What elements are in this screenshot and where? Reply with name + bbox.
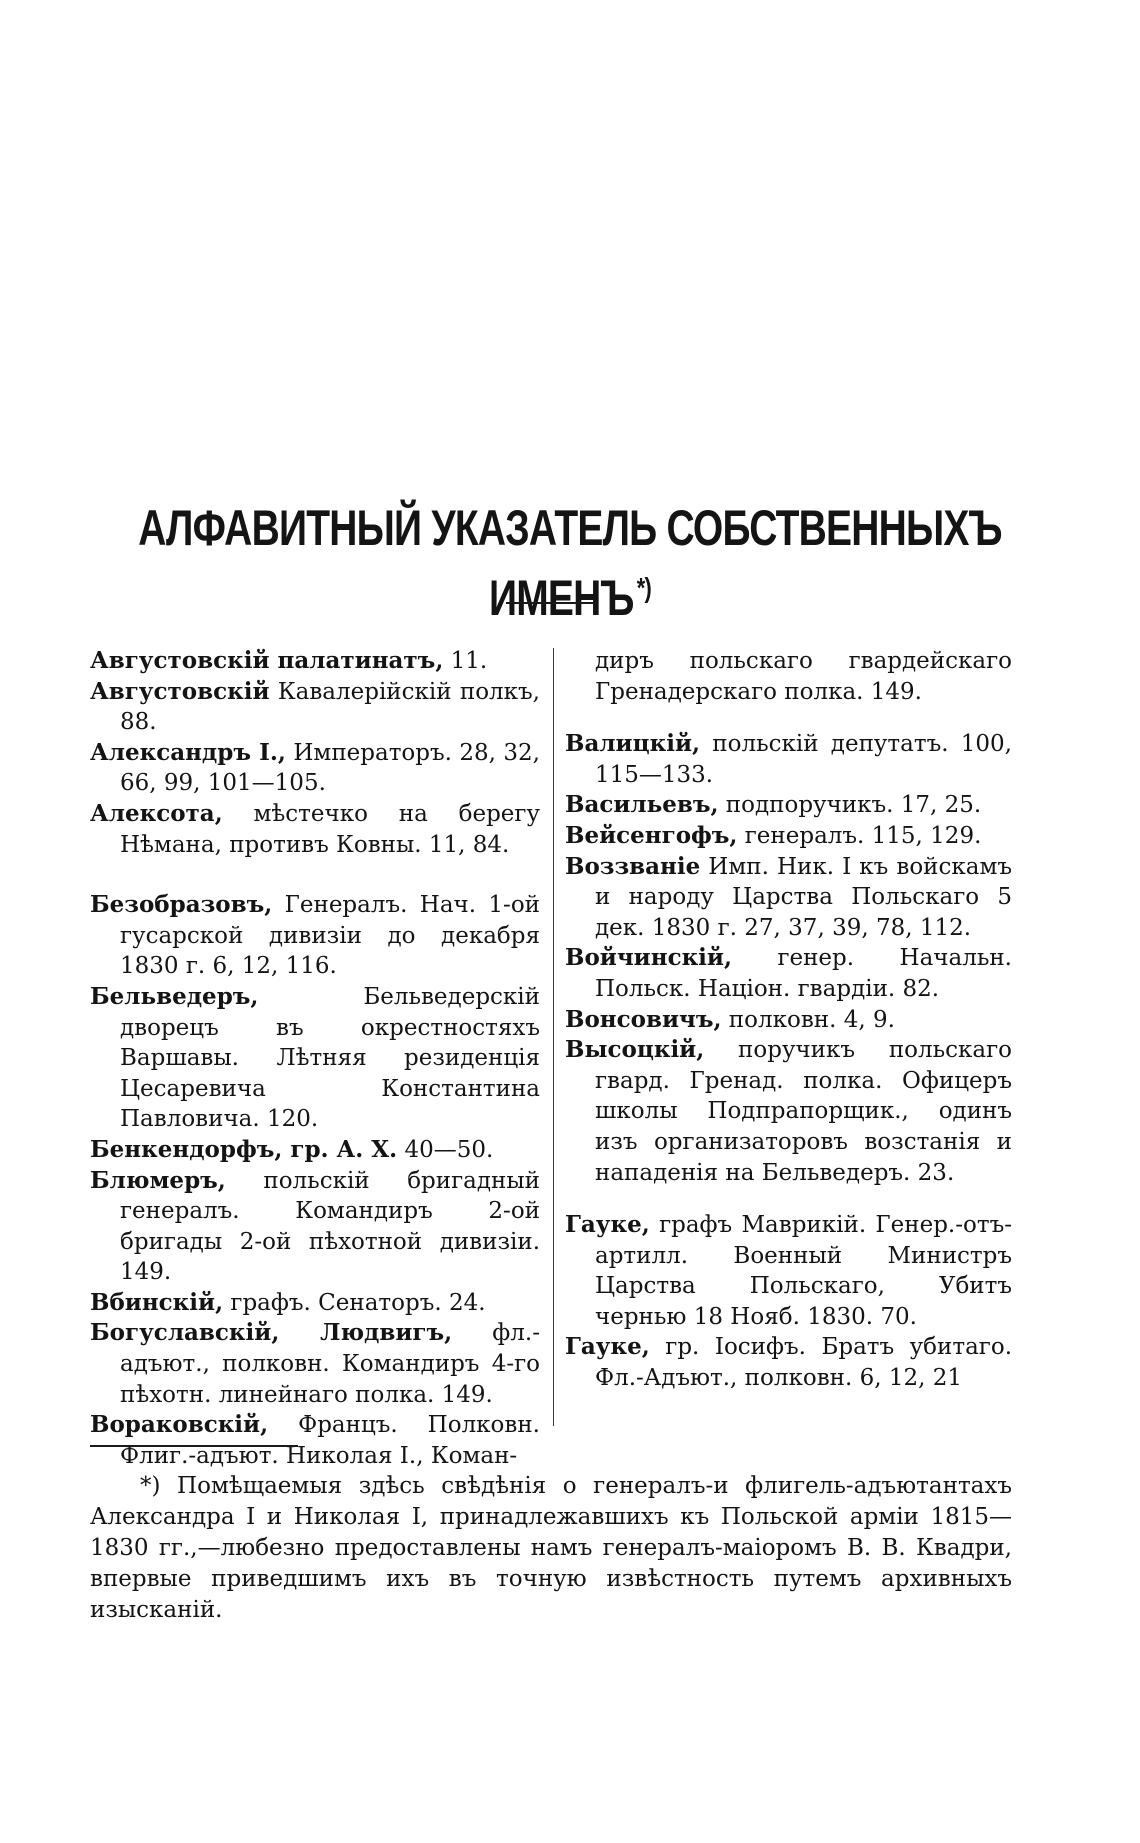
index-entry <box>565 852 1012 944</box>
entry-text: диръ польскаго гвардейскаго Гренадерскаго полка. 149. <box>595 648 1012 705</box>
entry-headword: Вораковскій, <box>90 1411 269 1439</box>
index-entry <box>565 1035 1012 1188</box>
title-rule <box>506 602 596 604</box>
entry-text: Генералъ. Нач. 1-ой гусарской дивизіи до декабря 1830 г. 6, 12, 116. <box>120 892 540 980</box>
page-title <box>125 498 1014 628</box>
entry-text: подпоручикъ. 17, 25. <box>718 792 982 819</box>
index-entry <box>90 646 540 677</box>
entry-text: Бельведерскій дворецъ въ окрестностяхъ Варшавы. Лѣтняя резиденція Цесаревича Константина Павловича. 120. <box>120 983 540 1133</box>
entry-text: фл.-адъют., полковн. Командиръ 4-го пѣхотн. линейнаго полка. 149. <box>120 1320 540 1408</box>
entry-text: Кавалерійскій полкъ, 88. <box>120 678 540 736</box>
column-divider <box>553 648 554 1426</box>
index-entry <box>90 799 540 860</box>
entry-headword: Васильевъ, <box>565 791 719 819</box>
entry-headword: Вонсовичъ, <box>565 1005 722 1033</box>
entry-headword: Безобразовъ, <box>90 891 273 919</box>
entry-headword: Войчинскій, <box>565 944 732 972</box>
entry-text: генер. Начальн. Польск. Націон. гвардіи. 82. <box>595 945 1012 1002</box>
index-entry <box>90 1318 540 1410</box>
index-entry <box>90 1135 540 1166</box>
footnote: *) Помѣщаемыя здѣсь свѣдѣнія о генералъ-и флигель-адъютантахъ Александра I и Николая I, принадлежавшихъ къ Польской арміи 1815—1830 гг.,—любезно предоставлены намъ генералъ-маіоромъ В. В. Квадри, впервые приведшимъ ихъ въ точную извѣстность путемъ архивныхъ изысканій. <box>90 1473 1012 1623</box>
entry-text: польскій депутатъ. 100, 115—133. <box>595 731 1012 788</box>
entry-text: полковн. 4, 9. <box>721 1006 895 1033</box>
index-entry <box>90 1410 540 1471</box>
index-entry <box>565 943 1012 1004</box>
entry-headword: Вейсенгофъ, <box>565 821 738 849</box>
entry-headword: Бельведеръ, <box>90 982 259 1010</box>
index-entry <box>90 890 540 982</box>
index-column-left <box>90 646 540 1471</box>
entry-headword: Блюмеръ, <box>90 1166 226 1194</box>
entry-text: Имп. Ник. I къ войскамъ и народу Царства Польскаго 5 дек. 1830 г. 27, 37, 39, 78, 112. <box>595 853 1012 941</box>
entry-headword: Гауке, <box>565 1333 650 1361</box>
index-entry <box>565 729 1012 790</box>
index-entry-continued <box>565 646 1012 707</box>
entry-text: 40—50. <box>397 1136 494 1163</box>
entry-text: графъ Маврикій. Генер.-отъ-артилл. Военный Министръ Царства Польскаго, Убитъ чернью 18 Нояб. 1830. 70. <box>595 1212 1012 1330</box>
letter-gap <box>565 707 1012 729</box>
index-column-right <box>565 646 1012 1394</box>
entry-text: мѣстечко на берегу Нѣмана, противъ Ковны. 11, 84. <box>120 800 540 858</box>
index-entry <box>565 1332 1012 1393</box>
entry-text: гр. Іосифъ. Братъ убитаго. Фл.-Адъют., полковн. 6, 12, 21 <box>595 1334 1012 1392</box>
entry-headword: Высоцкій, <box>565 1036 705 1064</box>
entry-headword: Августовскій <box>90 677 270 705</box>
index-entry <box>565 821 1012 852</box>
entry-headword: Богуславскій, Людвигъ, <box>90 1319 453 1347</box>
entry-headword: Валицкій, <box>565 730 701 758</box>
entry-headword: Вбинскій, <box>90 1288 224 1316</box>
entry-headword: Бенкендорфъ, гр. А. Х. <box>90 1135 398 1163</box>
index-entry <box>90 1288 540 1319</box>
index-entry <box>565 1210 1012 1332</box>
letter-gap <box>90 860 540 890</box>
index-entry <box>90 738 540 799</box>
entry-text: генералъ. 115, 129. <box>737 822 982 849</box>
footnote-marker: *) <box>636 572 652 603</box>
index-entry <box>565 1005 1012 1036</box>
index-entry <box>90 982 540 1135</box>
letter-gap <box>565 1188 1012 1210</box>
index-entry <box>565 790 1012 821</box>
entry-headword: Гауке, <box>565 1211 650 1239</box>
index-entry <box>90 677 540 738</box>
entry-text: поручикъ польскаго гвард. Гренад. полка. Офицеръ школы Подпрапорщик., одинъ изъ организаторовъ возстанія и нападенія на Бельведеръ. 23. <box>595 1037 1012 1186</box>
entry-headword: Александръ I., <box>90 738 286 766</box>
entry-text: польскій бригадный генералъ. Командиръ 2-ой бригады 2-ой пѣхотной дивизіи. 149. <box>120 1167 540 1286</box>
page-title-text: АЛФАВИТНЫЙ УКАЗАТЕЛЬ СОБСТВЕННЫХЪ ИМЕНЪ <box>138 500 1002 626</box>
index-entry <box>90 1166 540 1288</box>
entry-text: Францъ. Полковн. Флиг.-адъют. Николая I., Коман- <box>120 1412 540 1469</box>
entry-text: Императоръ. 28, 32, 66, 99, 101—105. <box>120 739 540 797</box>
entry-headword: Воззваніе <box>565 852 701 880</box>
entry-headword: Алексота, <box>90 799 223 827</box>
entry-text: графъ. Сенаторъ. 24. <box>223 1289 486 1316</box>
entry-text: 11. <box>443 648 488 674</box>
footnote-rule <box>90 1445 298 1447</box>
entry-headword: Августовскій палатинатъ, <box>90 647 444 674</box>
